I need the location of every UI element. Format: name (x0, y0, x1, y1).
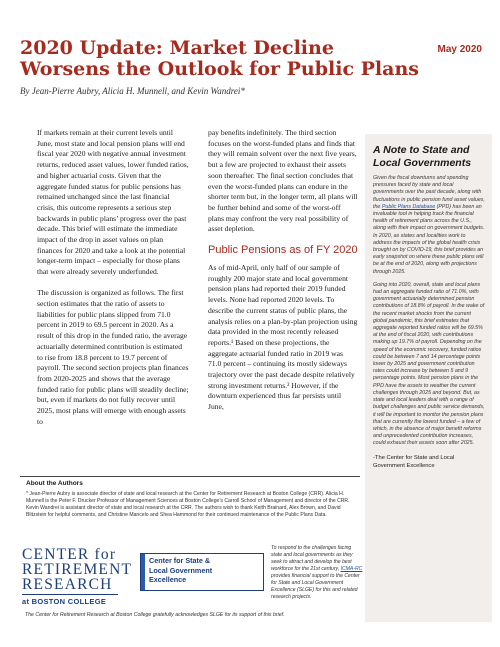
about-authors-text: * Jean-Pierre Aubry is associate director of state and local research at the Center for Retirement Research at Boston College (CRR). Alicia H. Munnell is the Peter F. Drucker Professor of Management Sciences at Boston College’s Carroll School of Management and director of the CRR. Kevin Wandrei is assistant director of state and local research at the CRR. The authors wish to thank Keith Brainard, Alex Brown, and David Blitzstein for helpful comments, and Christine Mancelo and Shea Hammond for their continued maintenance of the Public Plans Data. (26, 491, 350, 518)
slge-description (271, 545, 363, 601)
sidebar-title: A Note to State and Local Governments (373, 144, 472, 169)
acknowledgement: The Center for Retirement Research at Boston College gratefully acknowledges SLGE for its support of this brief. (25, 612, 285, 618)
crr-logo-line-3: RESEARCH (22, 576, 113, 593)
slge-desc-text: To respond to the challenges facing state and local governments as they seek to attract and develop the best workforce for the 21st century, (271, 545, 353, 572)
intro-paragraph: If markets remain at their current levels until June, most state and local pension plans will end fiscal year 2020 with negative annual investment returns, reduced asset values, lower funded ratios, and higher actuarial costs. Given that the aggregate funded status for public pensions has remained unchanged since the last financial crisis, this outcome represents a serious step backwards in public plans’ progress over the past decade. This brief will estimate the immediate impact of the drop in asset values on plan finances for 2020 and take a look at the potential longer-term impact – especially for those plans that were already severely underfunded. (37, 128, 189, 277)
slge-logo-bar (141, 554, 145, 590)
footer-divider (20, 476, 360, 477)
slge-desc-text-end: provides financial support to the Center for State and Local Government Excellence (SLGE) for this and related research projects. (271, 573, 360, 600)
icma-rc-link[interactable]: ICMA-RC (340, 566, 363, 572)
sidebar-paragraph-2: Going into 2020, overall, state and local plans had an aggregate funded ratio of 71.0%, with government actuarially determined pension contributions of 18.8% of payroll. In the wake of the recent market shocks from the current global pandemic, this brief estimates that aggregate reported funded ratios will be 69.5% at the end of fiscal 2020, with contributions making up 19.7% of payroll. Depending on the speed of the economic recovery, funded ratios could be between 7 and 14 percentage points lower by 2025 and government contribution rates could increase by between 5 and 9 percentage points. Most pension plans in the PPD have the assets to weather the current challenges through 2025 and beyond. But, as state and local leaders deal with a range of budget challenges and public service demands, it will be important to monitor the pension plans that are currently the lowest funded – a few of which, in the absence of major benefit reforms and unprecedented contribution increases, could exhaust their assets soon after 2025. (373, 281, 485, 447)
slge-logo-line-2: Local Government (149, 565, 213, 575)
slge-logo-line-3: Excellence (149, 575, 187, 584)
body-column-middle (208, 128, 358, 413)
crr-logo-rule (22, 594, 118, 595)
crr-logo (22, 546, 133, 607)
organization-paragraph: The discussion is organized as follows. The first section estimates that the ratio of assets to liabilities for public plans slipped from 71.0 percent in 2019 to 69.5 percent in 2020. As a result of this drop in the funded ratio, the average actuarially determined contribution is estimated to rise from 18.8 percent to 19.7 percent of payroll. The second section projects plan finances from 2020-2025 and shows that the average funded ratio for public plans will steadily decline; but, even if markets do not fully recover until 2025, most plans will emerge with enough assets to (37, 288, 189, 426)
sidebar-paragraph-1 (373, 175, 485, 276)
public-plans-database-link[interactable]: Public Plans Database (381, 203, 436, 210)
sidebar-note (365, 134, 492, 622)
sidebar-p1-text: Given the fiscal downturns and spending pressures faced by state and local governments over the past decade, along with fluctuations in public pension fund asset values, the (373, 175, 485, 210)
sidebar-signature: -The Center for State and Local Government Excellence (373, 454, 455, 469)
sidebar-p1-text-end: (PPD) has been an invaluable tool in helping track the financial health of retirement plans across the U.S., along with their impact on government budgets. In 2020, as states and localities work to address the impacts of the global health crisis brought on by COVID-19, this brief provides an early snapshot on where these public plans will be at the end of 2020, along with projections through 2025. (373, 203, 485, 275)
status-paragraph: As of mid-April, only half of our sample of roughly 200 major state and local government pension plans had reported their 2019 funded levels. None had reported 2020 levels. To describe the current status of public plans, the analysis relies on a plan-by-plan projection using data provided in the most recently released reports.¹ Based on these projections, the aggregate actuarial funded ratio in 2019 was 71.0 percent – continuing its mostly sideways trajectory over the past decade despite relatively strong investment returns.² However, if the downturn experienced thus far persists until June, (208, 263, 358, 412)
continuation-paragraph: pay benefits indefinitely. The third section focuses on the worst-funded plans and finds that they will remain solvent over the next five years, but a few are projected to exhaust their assets soon thereafter. The final section concludes that even the worst-funded plans can endure in the shorter term but, in the longer term, all plans will be further behind and some of the worst-off plans may confront the very real possibility of asset depletion. (208, 128, 358, 234)
crr-logo-line-1: CENTER for (22, 546, 117, 563)
section-heading: Public Pensions as of FY 2020 (208, 244, 358, 257)
authors-line: By Jean-Pierre Aubry, Alicia H. Munnell, and Kevin Wandrei* (20, 86, 245, 96)
about-authors-heading: About the Authors (26, 480, 83, 487)
publication-date: May 2020 (437, 44, 482, 55)
slge-logo-line-1: Center for State & (149, 556, 211, 565)
body-column-left (37, 128, 189, 427)
crr-logo-line-4: at BOSTON COLLEGE (22, 597, 107, 606)
slge-logo (140, 553, 264, 591)
crr-logo-line-2: RETIREMENT (22, 561, 133, 578)
brief-title: 2020 Update: Market Decline Worsens the Outlook for Public Plans (20, 37, 419, 80)
